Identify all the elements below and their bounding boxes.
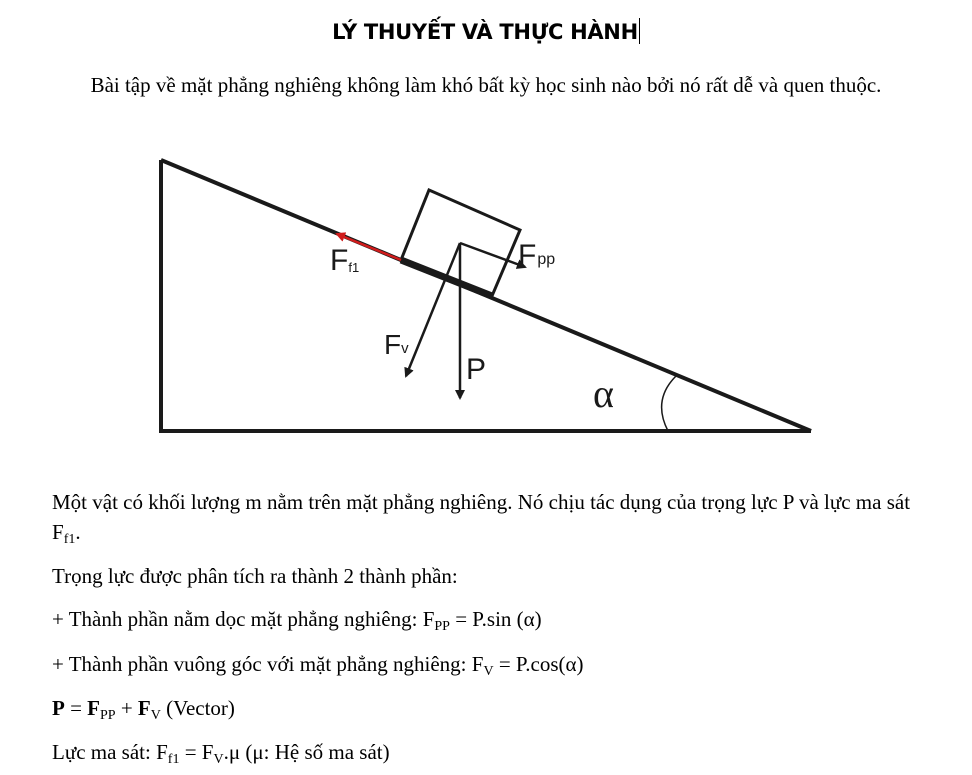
paragraph-decomposition: Trọng lực được phân tích ra thành 2 thành phần: xyxy=(52,564,458,588)
title-text: LÝ THUYẾT VÀ THỰC HÀNH xyxy=(332,20,638,44)
paragraph-parallel-component: + Thành phần nằm dọc mặt phẳng nghiêng: $F_{PP} = P.\sin$ (α) xyxy=(52,607,542,634)
angle-arc xyxy=(662,376,676,431)
friction-label: Ff1 xyxy=(330,244,360,277)
paragraph-perpendicular-component: + Thành phần vuông góc với mặt phẳng nghiêng: $F_V = P.\cos(\alpha)$ xyxy=(52,652,584,679)
paragraph-description: Một vật có khối lượng m nằm trên mặt phẳng nghiêng. Nó chịu tác dụng của trọng lực P và lực ma sát $F_{f1}$. xyxy=(52,490,911,547)
perpendicular-force-label: Fv xyxy=(384,329,409,360)
weight-label: P xyxy=(466,353,487,386)
paragraph-friction: Lực ma sát: $F_{f1} = F_V.\mu$ (μ: Hệ số ma sát) xyxy=(52,740,390,767)
intro-paragraph: Bài tập về mặt phẳng nghiêng không làm khó bất kỳ học sinh nào bởi nó rất dễ và quen thuộc. xyxy=(90,73,882,97)
parallel-force-arrow xyxy=(460,243,525,267)
angle-label: α xyxy=(593,371,614,416)
paragraph-vector-sum: $P = F_{PP} + F_V$ (Vector) xyxy=(52,696,235,723)
parallel-force-label: Fpp xyxy=(518,239,556,272)
